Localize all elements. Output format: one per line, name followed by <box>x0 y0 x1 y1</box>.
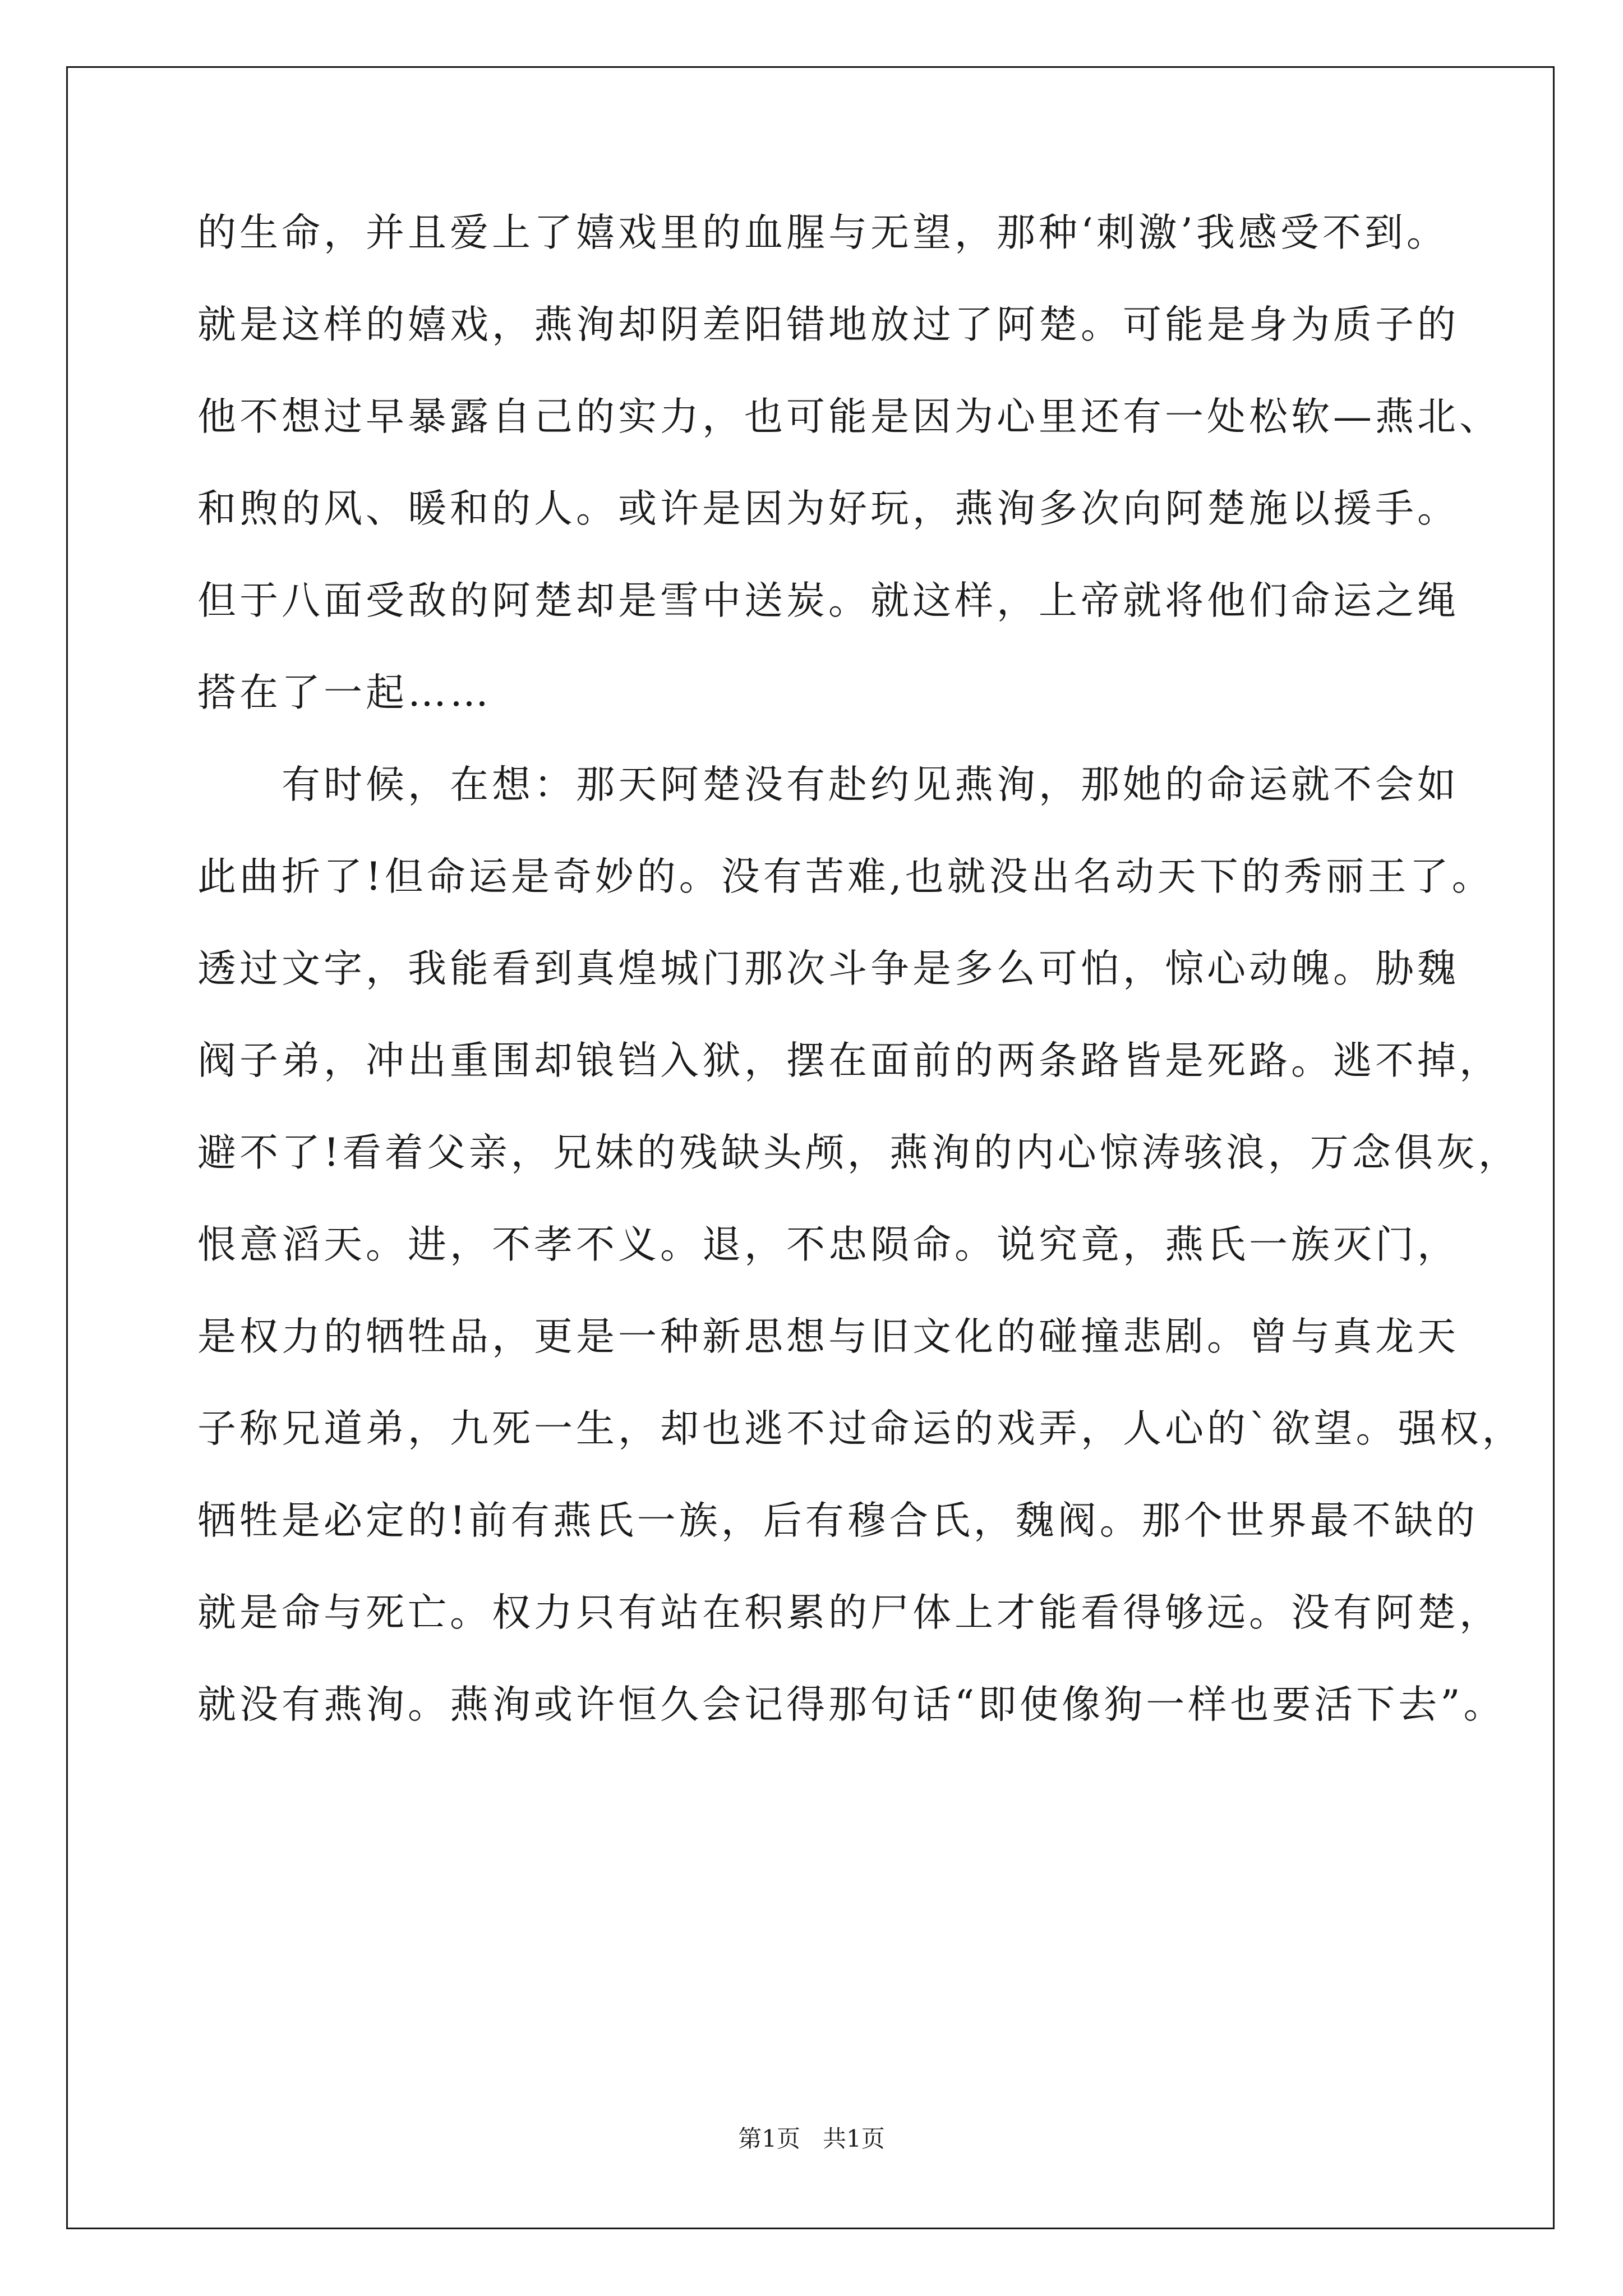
text-line: 此曲折了!但命运是奇妙的。没有苦难,也就没出名动天下的秀丽王了。 <box>197 854 1494 899</box>
text-line: 是权力的牺牲品，更是一种新思想与旧文化的碰撞悲剧。曾与真龙天 <box>197 1314 1459 1359</box>
text-line: 就是这样的嬉戏，燕洵却阴差阳错地放过了阿楚。可能是身为质子的 <box>197 302 1459 347</box>
text-line: 牺牲是必定的!前有燕氏一族，后有穆合氏，魏阀。那个世界最不缺的 <box>197 1498 1478 1543</box>
text-line: 子称兄道弟，九死一生，却也逃不过命运的戏弄，人心的`欲望。强权， <box>197 1406 1524 1451</box>
paragraph-start-line: 有时候，在想：那天阿楚没有赴约见燕洵，那她的命运就不会如 <box>282 762 1459 807</box>
text-line: 但于八面受敌的阿楚却是雪中送炭。就这样，上帝就将他们命运之绳 <box>197 578 1459 623</box>
text-line: 他不想过早暴露自己的实力，也可能是因为心里还有一处松软—燕北、 <box>197 394 1501 439</box>
text-line: 透过文字，我能看到真煌城门那次斗争是多么可怕，惊心动魄。胁魏 <box>197 946 1459 991</box>
text-line: 和煦的风、暖和的人。或许是因为好玩，燕洵多次向阿楚施以援手。 <box>197 486 1459 531</box>
text-line: 阀子弟，冲出重围却锒铛入狱，摆在面前的两条路皆是死路。逃不掉， <box>197 1038 1501 1083</box>
text-line: 就没有燕洵。燕洵或许恒久会记得那句话“即使像狗一样也要活下去”。 <box>197 1682 1506 1727</box>
text-line: 避不了!看着父亲，兄妹的残缺头颅，燕洵的内心惊涛骇浪，万念俱灰， <box>197 1130 1520 1175</box>
text-line: 的生命，并且爱上了嬉戏里的血腥与无望，那种‘刺激’我感受不到。 <box>197 210 1449 255</box>
text-line: 就是命与死亡。权力只有站在积累的尸体上才能看得够远。没有阿楚， <box>197 1590 1501 1635</box>
text-line: 恨意滔天。进，不孝不义。退，不忠陨命。说究竟，燕氏一族灭门， <box>197 1222 1459 1267</box>
text-line: 搭在了一起…… <box>197 670 492 715</box>
page-number-footer: 第1页 共1页 <box>738 2125 885 2152</box>
body-text <box>197 208 1524 1772</box>
